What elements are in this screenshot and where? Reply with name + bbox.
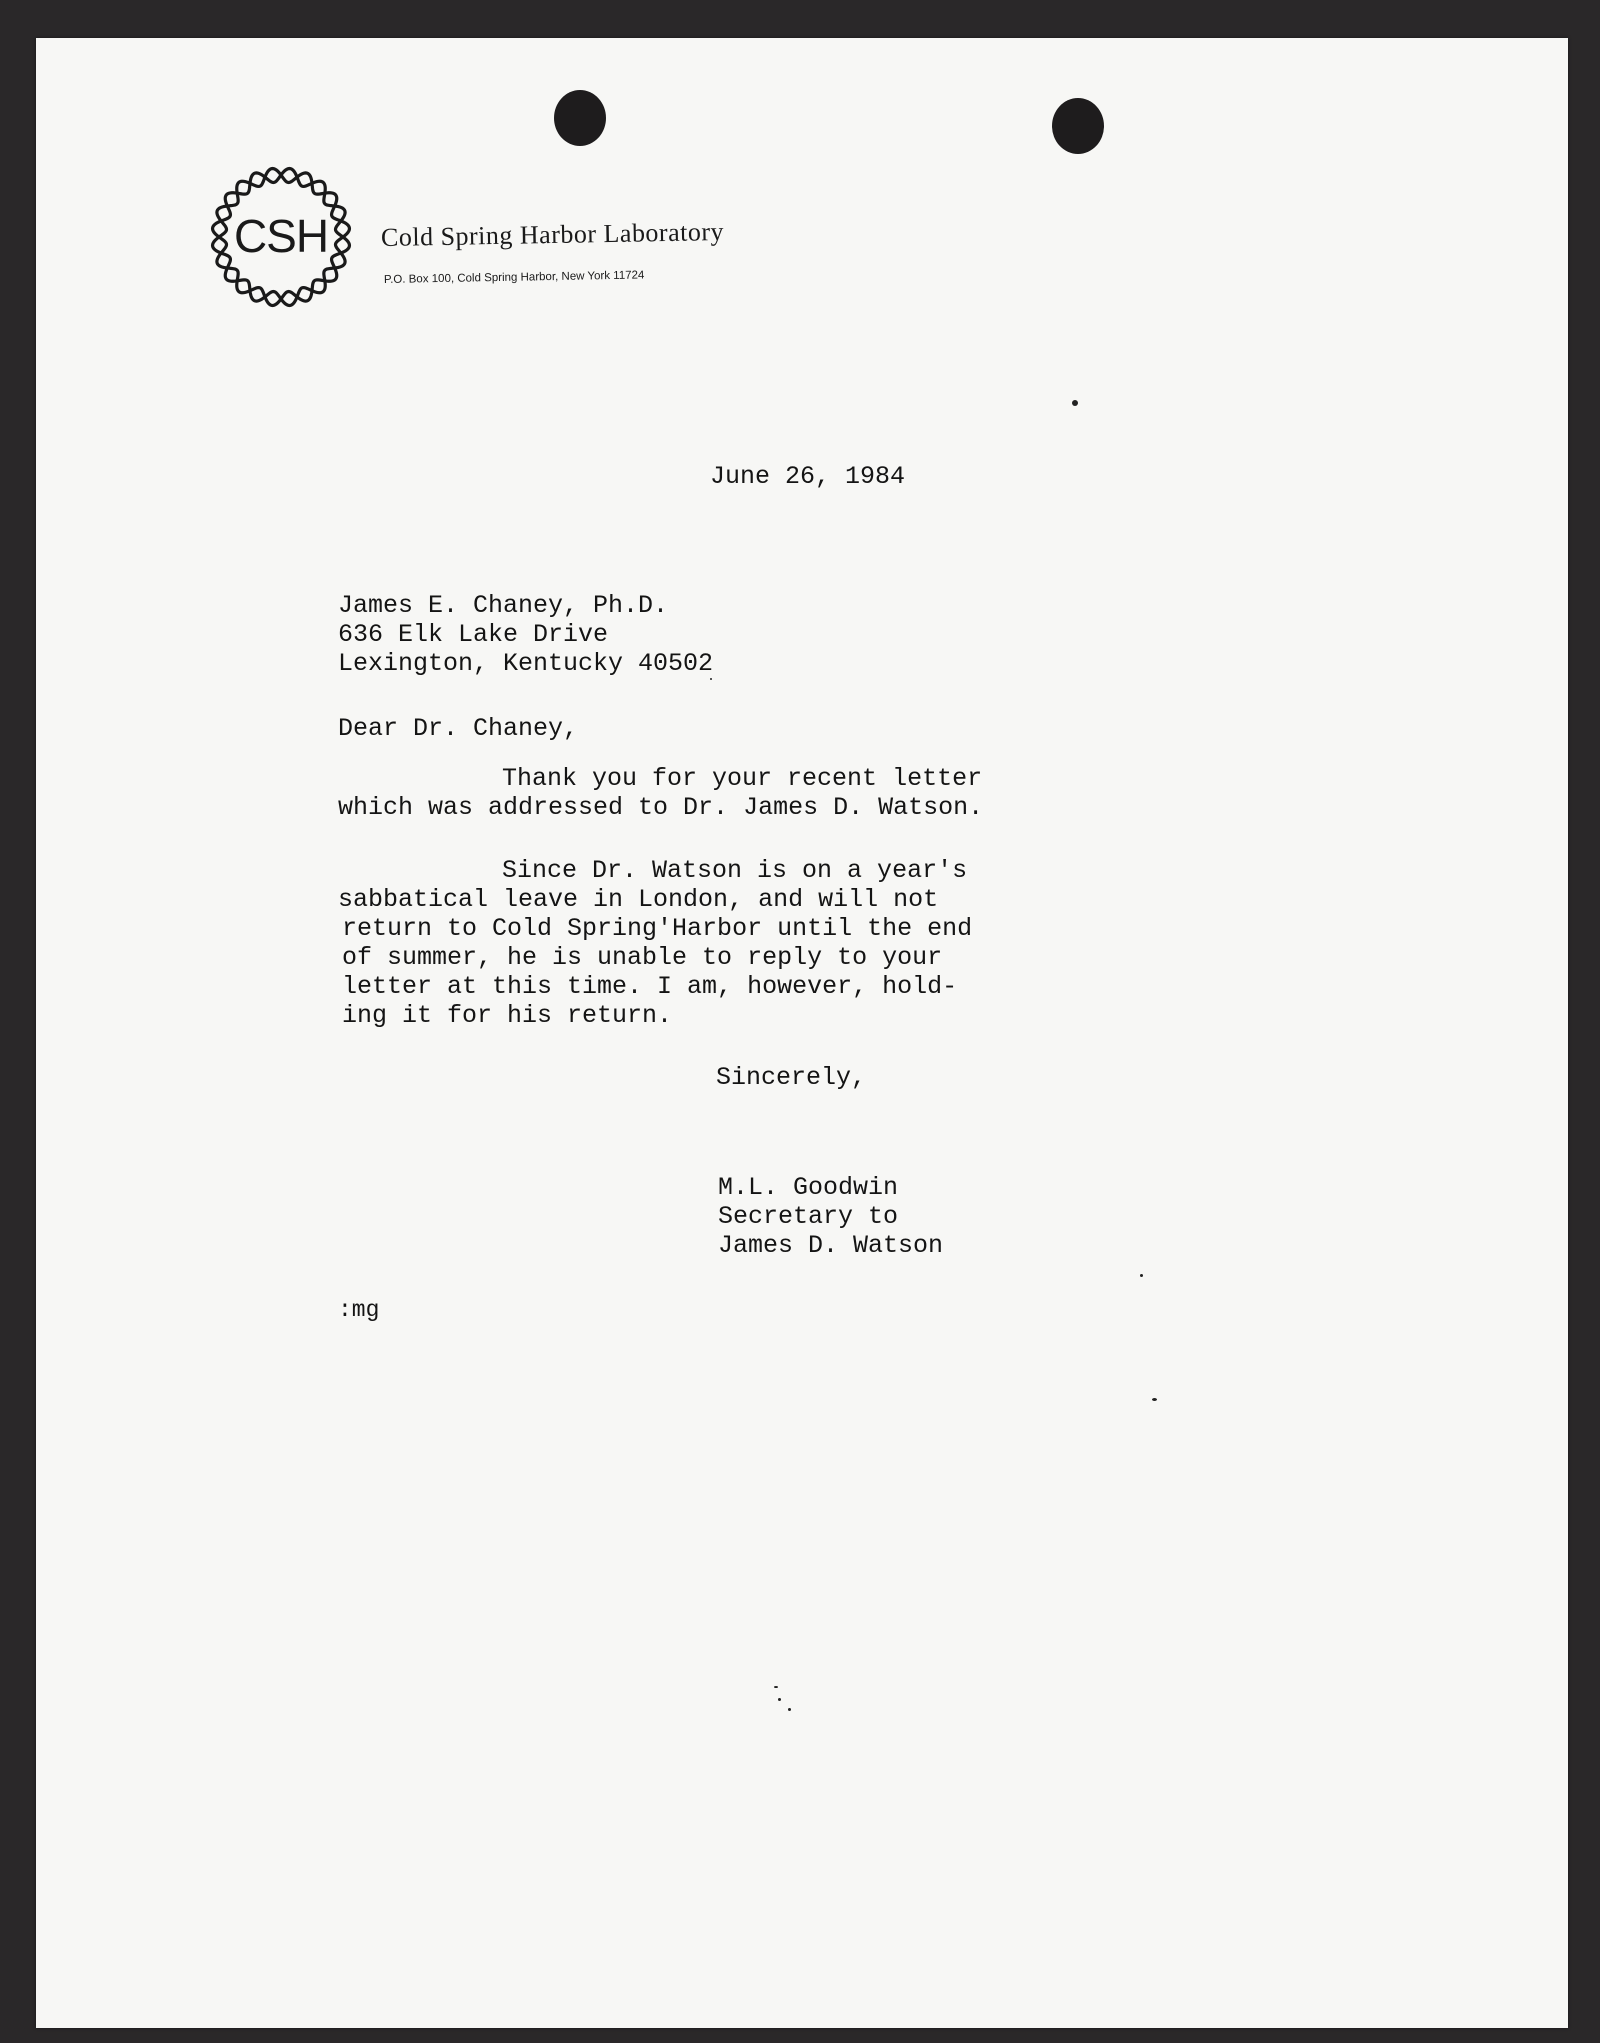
punch-hole-right xyxy=(1052,98,1104,154)
paper-speck xyxy=(774,1686,778,1688)
body-line: of summer, he is unable to reply to your xyxy=(342,943,943,972)
letter-page xyxy=(36,38,1568,2028)
body-line: Thank you for your recent letter xyxy=(502,764,983,793)
signer-title: Secretary to xyxy=(718,1202,899,1231)
body-line: sabbatical leave in London, and will not xyxy=(338,885,939,914)
punch-hole-left xyxy=(554,90,606,146)
body-line: which was addressed to Dr. James D. Watson. xyxy=(338,793,984,822)
paper-speck xyxy=(778,1698,781,1701)
body-line: ing it for his return. xyxy=(342,1001,673,1030)
body-line: Since Dr. Watson is on a year's xyxy=(502,856,968,885)
csh-logo-icon xyxy=(206,162,356,312)
organization-name: Cold Spring Harbor Laboratory xyxy=(380,217,725,252)
signer-name: M.L. Goodwin xyxy=(718,1173,899,1202)
recipient-city: Lexington, Kentucky 40502 xyxy=(338,649,714,678)
paper-speck xyxy=(710,678,712,680)
letter-date: June 26, 1984 xyxy=(710,462,906,491)
closing: Sincerely, xyxy=(716,1063,867,1092)
salutation: Dear Dr. Chaney, xyxy=(338,714,579,743)
signer-employer: James D. Watson xyxy=(718,1231,944,1260)
organization-address: P.O. Box 100, Cold Spring Harbor, New York 11724 xyxy=(383,269,645,286)
typist-initials: :mg xyxy=(338,1297,380,1323)
body-line: letter at this time. I am, however, hold- xyxy=(342,972,958,1001)
recipient-street: 636 Elk Lake Drive xyxy=(338,620,609,649)
paper-speck xyxy=(1152,1398,1157,1401)
paper-speck xyxy=(788,1708,791,1711)
recipient-name: James E. Chaney, Ph.D. xyxy=(338,591,669,620)
logo-text: CSH xyxy=(233,210,329,262)
paper-speck xyxy=(1072,400,1078,406)
body-line: return to Cold Spring'Harbor until the end xyxy=(342,914,973,943)
paper-speck xyxy=(1140,1274,1143,1277)
